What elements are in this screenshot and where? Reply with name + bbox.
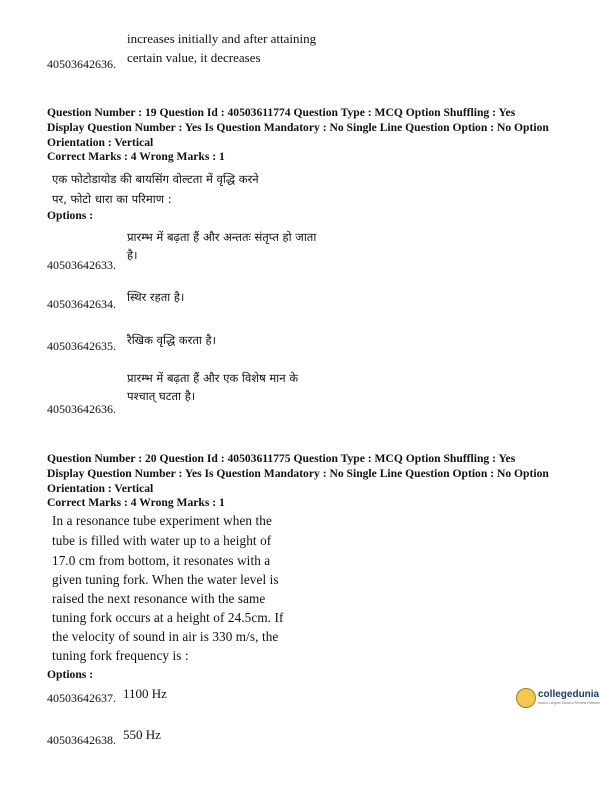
q19-option3-text: रैखिक वृद्धि करता है।: [127, 333, 216, 347]
q20-stem-line2: tube is filled with water up to a height of: [52, 533, 272, 548]
q20-option1-text: 1100 Hz: [123, 686, 167, 701]
q19-header-line2: Display Question Number : Yes Is Question Mandatory : No Single Line Question Option : No Option: [47, 120, 549, 134]
q20-header: [47, 452, 549, 511]
logo-tagline: India's Largest Student Review Platform: [538, 701, 601, 705]
q19-stem-line2: पर, फोटो धारा का परिमाण :: [52, 192, 172, 206]
q20-option2-id: 40503642638.: [47, 733, 116, 747]
q20-header-line2: Display Question Number : Yes Is Question Mandatory : No Single Line Question Option : No Option: [47, 466, 549, 480]
q19-options-label: Options :: [47, 209, 94, 222]
q20-stem-line1: In a resonance tube experiment when the: [52, 513, 272, 528]
q20-marks: Correct Marks : 4 Wrong Marks : 1: [47, 496, 225, 510]
logo-brand-text: collegedunia: [538, 689, 600, 700]
q19-option1-line1: प्रारम्भ में बढ़ता हैं और अन्ततः संतृप्त हो जाता: [127, 230, 317, 244]
q20-header-line1: Question Number : 20 Question Id : 40503611775 Question Type : MCQ Option Shuffling : Yes: [47, 452, 516, 465]
q20-stem-line7: the velocity of sound in air is 330 m/s, the: [52, 629, 279, 644]
q19-option4-line1: प्रारम्भ में बढ़ता हैं और एक विशेष मान के: [127, 371, 299, 385]
q20-stem-line5: raised the next resonance with the same: [52, 591, 266, 606]
q19-option2-text: स्थिर रहता है।: [127, 290, 185, 304]
q19-option3-id: 40503642635.: [47, 339, 116, 353]
q19-header: [47, 106, 549, 165]
q20-stem-line3: 17.0 cm from bottom, it resonates with a: [52, 553, 271, 568]
q20-options-label: Options :: [47, 668, 94, 681]
q19-stem-line1: एक फोटोडायोड की बायसिंग वोल्टता में वृद्धि करने: [52, 172, 259, 186]
q20-option2-text: 550 Hz: [123, 727, 161, 742]
q19-option4-line2: पश्चात् घटता है।: [127, 389, 196, 403]
q20-stem-line8: tuning fork frequency is :: [52, 648, 189, 663]
prev-option4-id: 40503642636.: [47, 57, 116, 71]
q19-marks: Correct Marks : 4 Wrong Marks : 1: [47, 150, 225, 164]
q19-option1-id: 40503642633.: [47, 258, 116, 272]
q20-header-line3: Orientation : Vertical: [47, 481, 154, 495]
q20-stem-line6: tuning fork occurs at a height of 24.5cm. If: [52, 610, 284, 625]
q19-option4-id: 40503642636.: [47, 402, 116, 416]
prev-option4-line1: increases initially and after attaining: [127, 31, 317, 46]
mascot-icon: [516, 688, 536, 708]
prev-option4-line2: certain value, it decreases: [127, 50, 261, 65]
q19-header-line3: Orientation : Vertical: [47, 135, 154, 149]
q19-option2-id: 40503642634.: [47, 297, 116, 311]
collegedunia-logo: [516, 688, 610, 708]
q20-stem-line4: given tuning fork. When the water level is: [52, 572, 279, 587]
q19-header-line1: Question Number : 19 Question Id : 40503611774 Question Type : MCQ Option Shuffling : Yes: [47, 106, 516, 119]
q20-option1-id: 40503642637.: [47, 691, 116, 705]
q19-option1-line2: है।: [127, 248, 138, 262]
